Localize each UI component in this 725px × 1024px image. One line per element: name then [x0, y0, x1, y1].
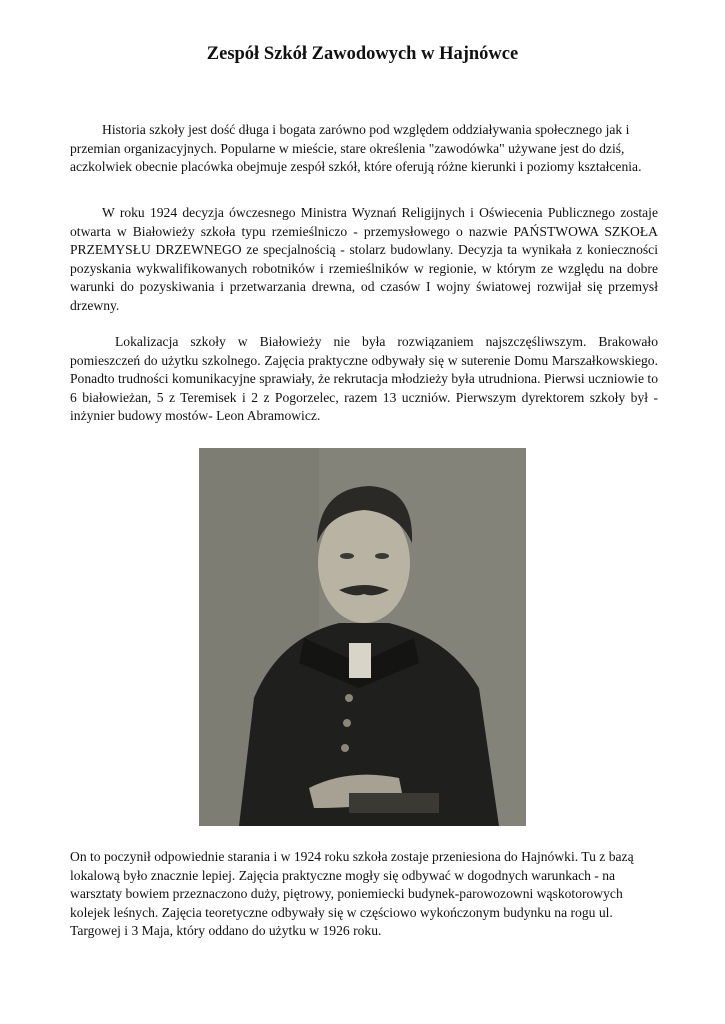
- paragraph-founding: W roku 1924 decyzja ówczesnego Ministra Wyznań Religijnych i Oświecenia Publicznego zostaje otwarta w Białowieży szkoła typu rzemieślniczo - przemysłowego o nazwie PAŃSTWOWA SZKOŁA PRZEMYSŁU DRZEWNEGO ze specjalnością - stolarz budowlany. Decyzja ta wynikała z konieczności pozyskania wykwalifikowanych robotników i rzemieślników w regionie, w którym ze względu na dobre warunki do pozyskiwania i przetwarzania drewna, od czasów I wojny światowej rozwijał się przemysł drzewny.: [70, 205, 658, 313]
- portrait-photo: [199, 448, 526, 826]
- paragraph-history: Historia szkoły jest dość długa i bogata zarówno pod względem oddziaływania społecznego jak i przemian organizacyjnych. Popularne w mieście, stare określenia "zawodówka" używane jest do dziś, aczkolwiek obecnie placówka obejmuje zespół szkół, które oferują różne kierunki i poziomy kształcenia.: [70, 122, 642, 175]
- document-title: Zespół Szkół Zawodowych w Hajnówce: [206, 44, 519, 64]
- paragraph-relocation: On to poczynił odpowiednie starania i w 1924 roku szkoła zostaje przeniesiona do Hajnówki. Tu z bazą lokalową było znacznie lepiej. Zajęcia praktyczne mogły się odbywać w dogodnych warunkach - na warsztaty bowiem przeznaczono duży, piętrowy, poniemiecki budynek-parowozowni wąskotorowych kolejek leśnych. Zajęcia teoretyczne odbywały się w częściowo wykończonym budynku na rogu ul. Targowej i 3 Maja, który oddano do użytku w 1926 roku.: [70, 849, 634, 939]
- paragraph-location: Lokalizacja szkoły w Białowieży nie była rozwiązaniem najszczęśliwszym. Brakowało pomieszczeń do użytku szkolnego. Zajęcia praktyczne odbywały się w suterenie Domu Marszałkowskiego. Ponadto trudności komunikacyjne sprawiały, że rekrutacja młodzieży była utrudniona. Pierwsi uczniowie to 6 białowieżan, 5 z Teremisek i 2 z Pogorzelec, razem 13 uczniów. Pierwszym dyrektorem szkoły był -inżynier budowy mostów- Leon Abramowicz.: [70, 334, 658, 424]
